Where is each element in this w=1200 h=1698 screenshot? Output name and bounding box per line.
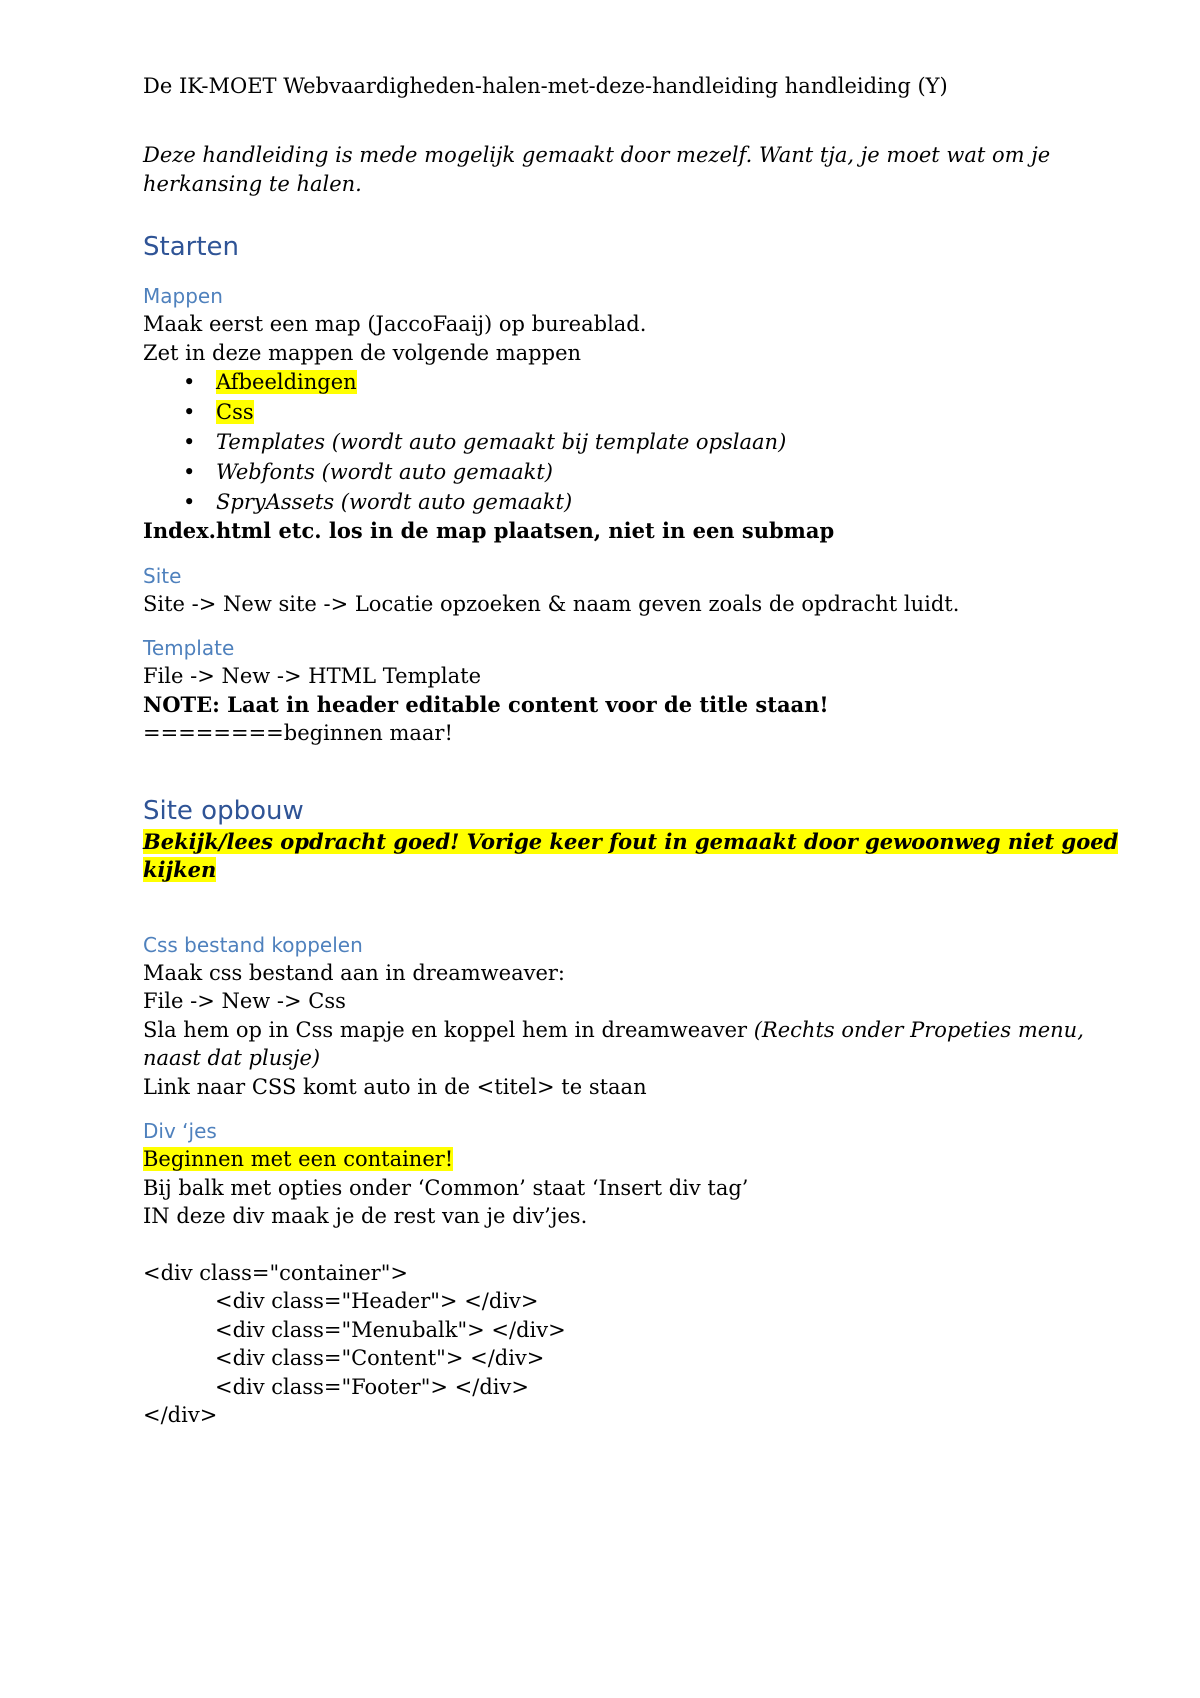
intro-line-1: Deze handleiding is mede mogelijk gemaakt door mezelf. Want tja, je moet wat om je: [143, 143, 1051, 167]
list-item-label: Afbeeldingen: [216, 370, 357, 394]
divjes-line-2: IN deze div maak je de rest van je div’jes.: [143, 1204, 588, 1228]
code-line: <div class="Header"> </div>: [215, 1289, 539, 1313]
mappen-note: Index.html etc. los in de map plaatsen, niet in een submap: [143, 518, 835, 543]
mappen-line-2: Zet in deze mappen de volgende mappen: [143, 340, 582, 365]
heading-site: Site: [143, 563, 182, 588]
template-line-1: File -> New -> HTML Template: [143, 664, 481, 688]
divjes-highlight-line: [143, 1145, 1080, 1174]
warning-text-1: Bekijk/lees opdracht goed! Vorige keer fout in gemaakt door gewoonweg niet goed: [143, 828, 1119, 854]
list-item: [143, 457, 1080, 487]
document-title: De IK-MOET Webvaardigheden-halen-met-deze-handleiding handleiding (Y): [143, 74, 948, 98]
code-line: <div class="Menubalk"> </div>: [215, 1317, 566, 1342]
css-line-4: naast dat plusje): [143, 1046, 321, 1070]
heading-starten: Starten: [143, 232, 239, 262]
mappen-line-1: Maak eerst een map (JaccoFaaij) op bureablad.: [143, 312, 647, 336]
code-line: </div>: [143, 1403, 218, 1427]
intro-line-2: herkansing te halen.: [143, 171, 362, 196]
heading-template: Template: [143, 636, 235, 660]
heading-divjes: Div ‘jes: [143, 1119, 217, 1143]
code-line: <div class="Footer"> </div>: [215, 1374, 529, 1399]
warning-line-2: [143, 856, 1080, 885]
list-item-label: Templates (wordt auto gemaakt bij template opslaan): [216, 430, 787, 454]
heading-mappen: Mappen: [143, 284, 223, 308]
code-line: <div class="container">: [143, 1260, 408, 1285]
divjes-line-1: Bij balk met opties onder ‘Common’ staat ‘Insert div tag’: [143, 1175, 749, 1200]
warning-line-1: [143, 828, 1119, 857]
list-item-label: Css: [216, 400, 254, 424]
list-item: [143, 487, 1080, 517]
list-item: [143, 397, 1080, 427]
css-line-3-main: Sla hem op in Css mapje en koppel hem in dreamweaver: [143, 1017, 754, 1042]
heading-css-bestand: Css bestand koppelen: [143, 932, 363, 957]
heading-site-opbouw: Site opbouw: [143, 795, 304, 826]
list-item-label: SpryAssets (wordt auto gemaakt): [216, 490, 573, 514]
css-line-2: File -> New -> Css: [143, 989, 346, 1013]
css-line-3-italic: (Rechts onder Propeties menu,: [753, 1017, 1084, 1042]
css-line-1: Maak css bestand aan in dreamweaver:: [143, 960, 566, 985]
list-item: [143, 367, 1080, 397]
site-line-1: Site -> New site -> Locatie opzoeken & naam geven zoals de opdracht luidt.: [143, 591, 960, 616]
warning-text-2: kijken: [143, 857, 217, 882]
folder-list: [143, 367, 1080, 517]
css-line-3: [143, 1016, 1084, 1045]
list-item: [143, 427, 1080, 457]
css-line-5: Link naar CSS komt auto in de <titel> te staan: [143, 1074, 647, 1099]
divjes-highlight: Beginnen met een container!: [143, 1147, 454, 1171]
template-note: NOTE: Laat in header editable content voor de title staan!: [143, 691, 829, 717]
code-line: <div class="Content"> </div>: [215, 1346, 545, 1370]
list-item-label: Webfonts (wordt auto gemaakt): [216, 460, 553, 484]
template-line-3: ========beginnen maar!: [143, 721, 453, 745]
